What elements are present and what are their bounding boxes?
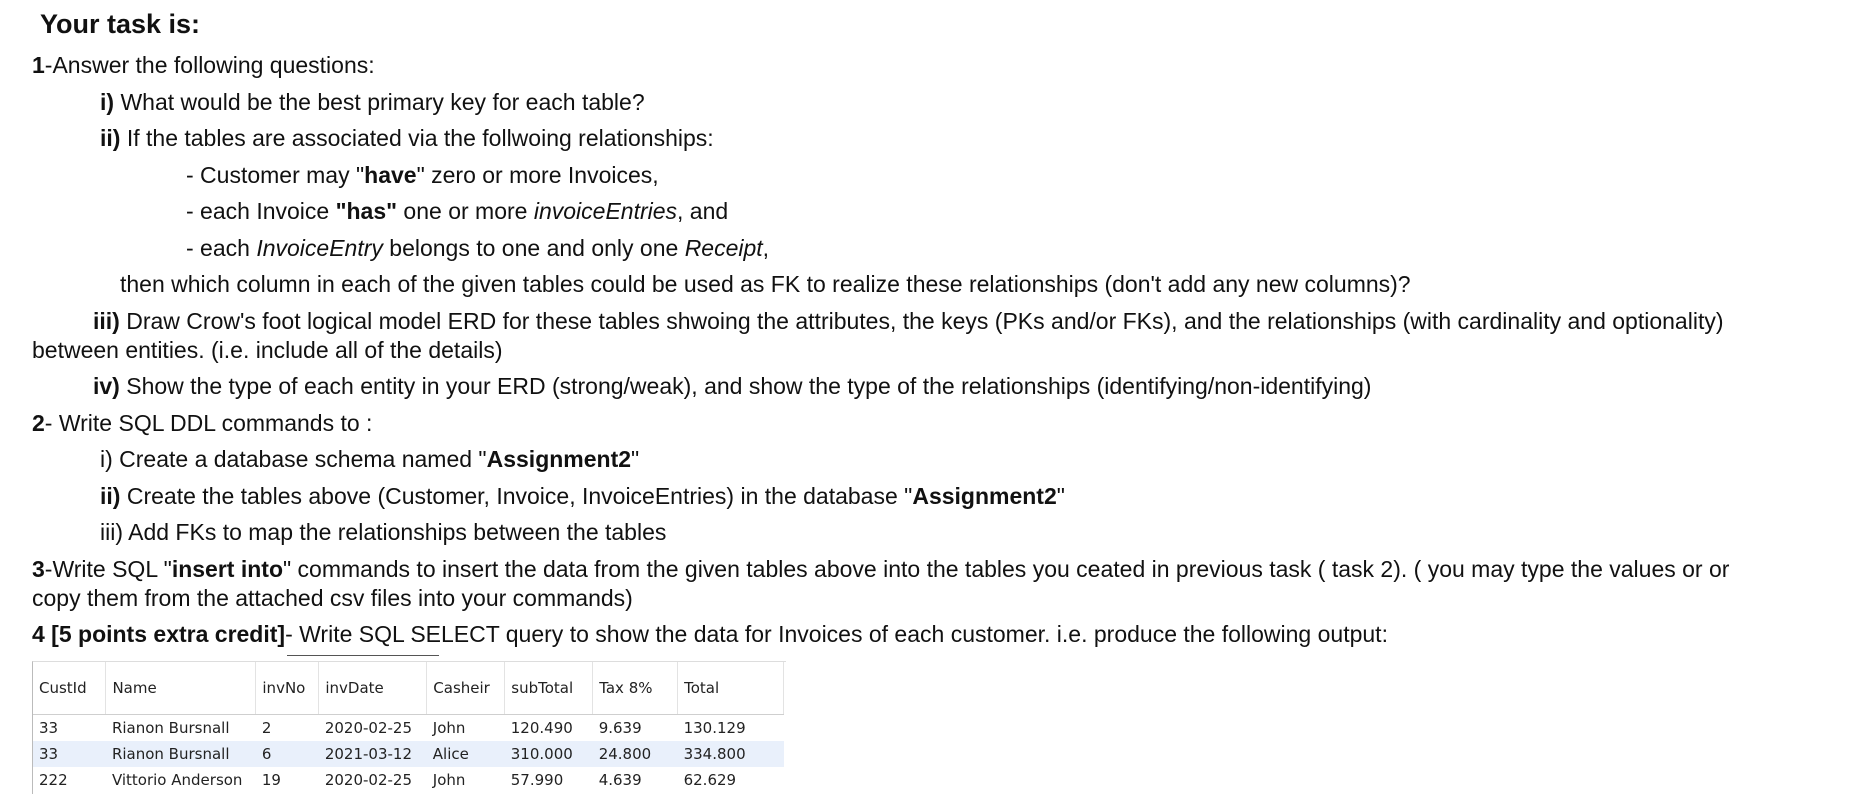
result-grid [32,661,786,794]
cell-invdate[interactable]: 2020-02-25 [324,771,413,789]
rel3-pre: - each [186,235,257,261]
q1-iii [93,307,1724,335]
rel2-bold: "has" [335,198,398,224]
q2-i [100,445,639,473]
q1-iii-text: Draw Crow's foot logical model ERD for these tables shwoing the attributes, the keys (PKs and/or FKs), and the relationships (with cardinality and optionality) [119,308,1724,334]
q2-iii: iii) Add FKs to map the relationships between the tables [100,519,667,545]
q1-intro [32,51,375,79]
cell-invno[interactable]: 2 [261,719,272,737]
rel1-pre: - Customer may " [186,162,365,188]
rel3-post: , [762,235,770,261]
q1-number: 1 [32,52,45,78]
q1-intro-text: -Answer the following questions: [44,52,375,78]
q3 [32,555,1729,583]
cell-invno[interactable]: 19 [261,771,281,789]
table-row[interactable] [33,741,784,767]
rel2-pre: - each Invoice [186,198,336,224]
q1-iv [93,372,1371,400]
q4-bold: 4 [5 points extra credit] [32,621,286,647]
q2-ii-label: ii) [100,483,121,509]
cell-name[interactable]: Vittorio Anderson [111,771,243,789]
q3-continued: copy them from the attached csv files into your commands) [32,585,633,611]
q1-iii-label: iii) [93,308,120,334]
cell-casheir[interactable]: Alice [427,741,505,767]
q2-ii [100,482,1065,510]
cell-casheir[interactable]: John [432,771,466,789]
result-table [33,662,784,793]
cell-name[interactable]: Rianon Bursnall [111,719,230,737]
q2-i-end: " [631,446,640,472]
rel3-italic-2: Receipt [684,235,763,261]
q1-ii-text: If the tables are associated via the follwoing relationships: [120,125,714,151]
q3-number: 3 [32,556,45,582]
rel1-bold: have [364,162,417,188]
divider [287,655,439,656]
col-header-subtotal[interactable]: subTotal [505,662,593,715]
col-header-name[interactable]: Name [106,662,256,715]
cell-invno[interactable]: 6 [256,741,319,767]
q1-i [100,88,645,116]
q1-i-label: i) [100,89,115,115]
relationship-2 [186,197,728,225]
rel2-italic: invoiceEntries [533,198,678,224]
q2-ii-bold: Assignment2 [912,483,1057,509]
col-header-tax[interactable]: Tax 8% [593,662,678,715]
q1-iv-text: Show the type of each entity in your ERD (strong/weak), and show the type of the relationships (identifying/non-identifying) [119,373,1372,399]
cell-tax[interactable]: 4.639 [598,771,642,789]
cell-tax[interactable]: 24.800 [593,741,678,767]
col-header-casheir[interactable]: Casheir [427,662,505,715]
relationship-1 [186,161,659,189]
cell-casheir[interactable]: John [432,719,466,737]
rel3-italic-1: InvoiceEntry [256,235,383,261]
q3-pre: -Write SQL " [44,556,172,582]
q2-ii-text: Create the tables above (Customer, Invoice, InvoiceEntries) in the database " [120,483,913,509]
q2-intro-text: - Write SQL DDL commands to : [44,410,373,436]
q2-ii-end: " [1056,483,1065,509]
cell-custid[interactable]: 33 [33,741,106,767]
rel1-post: " zero or more Invoices, [416,162,659,188]
cell-total[interactable]: 334.800 [678,741,784,767]
relationship-3 [186,234,769,262]
q4-text: - Write SQL SELECT query to show the data for Invoices of each customer. i.e. produce the following output: [285,621,1388,647]
table-row[interactable] [33,715,784,742]
q2-number: 2 [32,410,45,436]
table-row[interactable] [33,767,784,793]
q2-intro [32,409,372,437]
cell-subtotal[interactable]: 310.000 [505,741,593,767]
cell-total[interactable]: 130.129 [683,719,746,737]
cell-total[interactable]: 62.629 [683,771,737,789]
cell-custid[interactable]: 33 [39,719,59,737]
q2-i-bold: Assignment2 [486,446,632,472]
col-header-invno[interactable]: invNo [256,662,319,715]
cell-tax[interactable]: 9.639 [598,719,642,737]
q4 [32,620,1388,648]
q3-bold: insert into [171,556,283,582]
q1-i-text: What would be the best primary key for each table? [114,89,645,115]
q1-iii-continued: between entities. (i.e. include all of the details) [32,337,503,363]
col-header-invdate[interactable]: invDate [319,662,427,715]
cell-invdate[interactable]: 2021-03-12 [319,741,427,767]
q1-ii-label: ii) [100,125,121,151]
q1-iv-label: iv) [93,373,120,399]
result-header-row [33,662,784,715]
col-header-custid[interactable]: CustId [33,662,106,715]
cell-subtotal[interactable]: 57.990 [510,771,564,789]
q3-post: " commands to insert the data from the given tables above into the tables you ceated in previous task ( task 2). ( you may type the values or or [283,556,1730,582]
cell-invdate[interactable]: 2020-02-25 [324,719,413,737]
page-title: Your task is: [40,9,201,39]
q2-i-text: i) Create a database schema named " [100,446,487,472]
rel2-mid: one or more [397,198,534,224]
col-header-total[interactable]: Total [678,662,784,715]
cell-name[interactable]: Rianon Bursnall [106,741,256,767]
cell-custid[interactable]: 222 [39,771,68,789]
q1-ii [100,124,714,152]
q1-then: then which column in each of the given tables could be used as FK to realize these relationships (don't add any new columns)? [120,271,1411,297]
rel2-post: , and [677,198,729,224]
cell-subtotal[interactable]: 120.490 [510,719,573,737]
rel3-mid: belongs to one and only one [382,235,685,261]
